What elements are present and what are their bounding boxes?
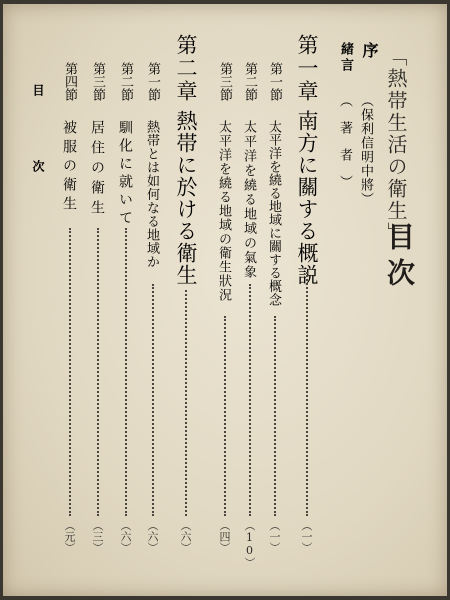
running-head-char-2: 次: [31, 160, 45, 172]
ch1-sec2-label: 第二節: [242, 62, 257, 101]
ch1-sec2-title: 太平洋を繞る地域の氣象: [241, 120, 256, 280]
chapter-2-label: 第二章: [174, 34, 198, 103]
ch1-sec3-leader: [224, 316, 226, 516]
ch2-sec2-title: 馴化に就いて: [117, 120, 133, 228]
ch2-sec2-leader: [125, 228, 127, 516]
preface-label: 序: [360, 42, 379, 58]
chapter-2-page: （六）: [179, 520, 192, 553]
running-head-char-1: 目: [31, 84, 45, 96]
chapter-1-leader: [306, 272, 308, 516]
ch1-sec3-page: （四）: [218, 520, 231, 553]
ch2-sec2-label: 第二節: [118, 62, 133, 101]
ch1-sec2-leader: [249, 284, 251, 516]
chapter-2-title: 熱帯に於ける衛生: [174, 110, 198, 286]
ch2-sec1-label: 第一節: [145, 62, 160, 101]
ch1-sec3-label: 第三節: [217, 62, 232, 101]
intro-label: 緒言: [338, 42, 353, 74]
ch2-sec3-leader: [97, 228, 99, 516]
ch1-sec1-leader: [274, 316, 276, 516]
book-title: 「熱帯生活の衛生」: [384, 46, 408, 244]
ch1-sec2-page: （10）: [243, 520, 256, 568]
ch1-sec3-title: 太平洋を繞る地域の衛生狀況: [216, 120, 231, 302]
ch2-sec1-page: （六）: [146, 520, 159, 553]
preface-author: （保利信明中將）: [358, 94, 373, 206]
ch2-sec1-leader: [152, 284, 154, 516]
chapter-1-page: （一）: [300, 520, 313, 553]
ch1-sec1-page: （一）: [268, 520, 281, 553]
ch2-sec2-page: （六）: [119, 520, 132, 553]
intro-author: （著者）: [337, 94, 352, 202]
ch2-sec4-label: 第四節: [62, 62, 77, 101]
ch2-sec1-title: 熱帯とは如何なる地域か: [144, 120, 159, 269]
ch1-sec1-title: 太平洋を繞る地域に關する概念: [266, 120, 281, 307]
chapter-2-leader: [185, 290, 187, 516]
chapter-1-label: 第一章: [295, 34, 319, 103]
ch2-sec3-title: 居住の衛生: [89, 120, 105, 220]
ch2-sec4-title: 被服の衛生: [61, 120, 77, 215]
ch2-sec4-leader: [69, 228, 71, 516]
ch2-sec4-page: （元）: [63, 520, 76, 553]
ch2-sec3-page: （三）: [91, 520, 104, 553]
toc-heading: 目次: [383, 222, 416, 294]
ch2-sec3-label: 第三節: [90, 62, 105, 101]
ch1-sec1-label: 第一節: [267, 62, 282, 101]
chapter-1-title: 南方に關する概説: [295, 110, 319, 286]
